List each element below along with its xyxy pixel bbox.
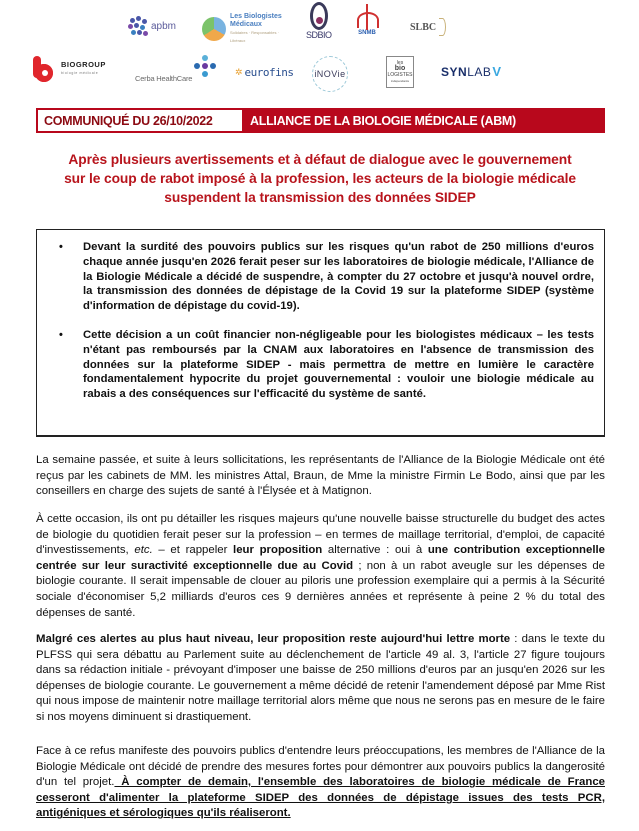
logo-snmb bbox=[356, 4, 378, 36]
biologistes-tagline: Solidaires · Responsables · Libéraux bbox=[230, 30, 279, 43]
sdbio-name: SDBIO bbox=[306, 30, 332, 40]
synlab-name-bold: SYN bbox=[441, 64, 468, 79]
logo-cerba-healthcare bbox=[135, 55, 217, 83]
organization-name: ALLIANCE DE LA BIOLOGIE MÉDICALE (ABM) bbox=[250, 113, 516, 128]
headline-line-1: Après plusieurs avertissements et à défaut de dialogue avec le gouvernement bbox=[68, 152, 572, 167]
bullet-icon: • bbox=[59, 328, 63, 341]
apbm-name: apbm bbox=[151, 20, 177, 32]
paragraph-plfss-text: : dans le texte du PLFSS qui sera débattu au Parlement suite au déclenchement de l'article 49 al. 3, l'article 27 figure toujours dans sa rédaction initiale - prévoyant d'imposer une baisse de 250 millions d'euros par an jusqu'en 2026 sur les dépenses de biologie courante. Le gouvernement a même décidé de retenir l'amendement déposé par Mme Rist qui nous impose de maintenir notre maillage territorial alors même que nous ne serons pas en mesure de le faire si nos moyens diminuent si drastiquement. bbox=[36, 633, 605, 723]
biologistes-independants-top: les bbox=[396, 60, 404, 66]
eurofins-star-icon: ✲ bbox=[235, 67, 243, 77]
communique-date: COMMUNIQUÉ DU 26/10/2022 bbox=[44, 113, 213, 128]
logo-inovie bbox=[312, 56, 348, 92]
biogroup-name: BIOGROUP bbox=[61, 60, 106, 69]
headline-line-2: sur le coup de rabot imposé à la profession, les acteurs de la biologie médicale bbox=[64, 171, 576, 186]
biogroup-tagline: biologie médicale bbox=[61, 71, 99, 75]
biologistes-independants-mid: bio bbox=[394, 65, 406, 72]
apbm-dots-icon bbox=[128, 16, 148, 36]
logo-eurofins bbox=[235, 66, 294, 79]
logo-apbm bbox=[128, 16, 176, 36]
slbc-swirl-icon bbox=[439, 18, 446, 36]
inovie-name: iNOVie bbox=[314, 69, 346, 79]
key-point bbox=[59, 240, 594, 314]
biogroup-b-icon bbox=[33, 56, 55, 82]
snmb-caduceus-icon bbox=[356, 4, 378, 30]
inovie-ring-icon bbox=[312, 56, 348, 92]
partner-logos bbox=[0, 0, 639, 100]
paragraph-action-text: Face à ce refus manifeste des pouvoirs publics d'entendre leurs préoccupations, les membres de l'Alliance de la Biologie Médicale ont décidé de prendre des mesures fortes pour démontrer aux pouvoirs publics la dangerosité d'un tel projet. bbox=[36, 745, 605, 789]
paragraph-proposal-text-b: – et rappeler bbox=[152, 544, 234, 557]
biologistes-independants-tagline: indépendants bbox=[390, 79, 410, 83]
paragraph-meetings: La semaine passée, et suite à leurs sollicitations, les représentants de l'Alliance de la Biologie Médicale ont été reçus par les cabinets de MM. les ministres Attal, Braun, de Mme la ministre Firmin Le Bodo, ainsi que par les conseillers en charge des sujets de santé à l'Élysée et à Matignon. bbox=[36, 454, 605, 498]
key-point-text: Cette décision a un coût financier non-négligeable pour les biologistes médicaux – les tests n'étant pas remboursés par la CNAM aux laboratoires en l'absence de transmission des données sur la plateforme SIDEP - mais permettra de mettre en lumière le caractère fondamentalement hypocrite du projet gouvernemental : vouloir une biologie médicale au rabais a des conséquences sur l'efficacité du système de santé. bbox=[83, 328, 594, 401]
key-point bbox=[59, 328, 594, 402]
paragraph-plfss-bold: Malgré ces alertes au plus haut niveau, leur proposition reste aujourd'hui lettre morte bbox=[36, 633, 511, 645]
cerba-cross-icon bbox=[193, 55, 217, 83]
logo-synlab bbox=[441, 64, 501, 79]
key-points-list bbox=[57, 240, 594, 402]
logo-sdbio bbox=[306, 2, 332, 40]
key-point-text: Devant la surdité des pouvoirs publics sur les risques qu'un rabot de 250 millions d'euros chaque année jusqu'en 2026 ferait peser sur les laboratoires de biologie médicale, l'Alliance de la Biologie Médicale a décidé de suspendre, à compter du 27 octobre et jusqu'à nouvel ordre, la transmission des données de dépistage de la Covid 19 sur la plateforme SIDEP (système d'information de dépistage du covid-19). bbox=[83, 241, 594, 313]
sdbio-mark-icon bbox=[310, 2, 328, 30]
logo-biogroup bbox=[33, 56, 106, 82]
eurofins-name: eurofins bbox=[244, 66, 294, 79]
synlab-v-icon: V bbox=[492, 64, 502, 79]
slbc-name: SLBC bbox=[410, 21, 437, 33]
logo-biologistes-independants bbox=[386, 56, 414, 88]
cerba-name: Cerba HealthCare bbox=[135, 73, 193, 83]
headline-line-3: suspendent la transmission des données SIDEP bbox=[164, 190, 476, 205]
synlab-name-light: LAB bbox=[467, 64, 492, 79]
paragraph-action bbox=[36, 744, 605, 822]
paragraph-proposal bbox=[36, 512, 605, 621]
logo-slbc bbox=[410, 18, 446, 36]
paragraph-proposal-text-a: À cette occasion, ils ont pu détailler les risques majeurs qu'une nouvelle baisse structurelle du budget des actes de biologie du quotidien ferait peser sur la profession – en termes de maillage territorial, d'emploi, de capacité d'investissements, bbox=[36, 513, 605, 557]
paragraph-proposal-text-d: ; non à un rabot aveugle sur les dépenses de biologie courante. Il serait impensable de clouer au piloris une profession exemplaire qui a permis à la Sécurité sociale d'économiser 5,2 milliards d'euros ces 9 dernières années et représente à peine 2 % du total des dépenses de santé. bbox=[36, 559, 605, 619]
key-points-box bbox=[36, 229, 605, 437]
biologistes-name: Les Biologistes Médicaux bbox=[230, 13, 282, 28]
paragraph-proposal-bold-2: une contribution exceptionnelle centrée sur leur suractivité exceptionnelle due au Covid bbox=[36, 544, 605, 572]
communique-banner bbox=[36, 108, 605, 133]
snmb-name: SNMB bbox=[358, 30, 376, 36]
biologistes-independants-bottom: LOGISTES bbox=[387, 72, 413, 78]
bullet-icon: • bbox=[59, 241, 63, 253]
paragraph-proposal-text-c: alternative : oui à bbox=[322, 544, 428, 557]
headline bbox=[30, 150, 610, 207]
logo-biologistes-medicaux bbox=[202, 13, 290, 45]
paragraph-action-announcement: À compter de demain, l'ensemble des laboratoires de biologie médicale de France cesseront d'alimenter la plateforme SIDEP des données de dépistage issues des tests PCR, antigéniques et sérologiques qu'ils réaliseront. bbox=[36, 776, 605, 820]
paragraph-plfss bbox=[36, 632, 605, 726]
biologistes-mark-icon bbox=[202, 17, 226, 41]
paragraph-proposal-bold-1: leur proposition bbox=[233, 544, 323, 557]
paragraph-proposal-etc: etc. bbox=[134, 544, 153, 557]
